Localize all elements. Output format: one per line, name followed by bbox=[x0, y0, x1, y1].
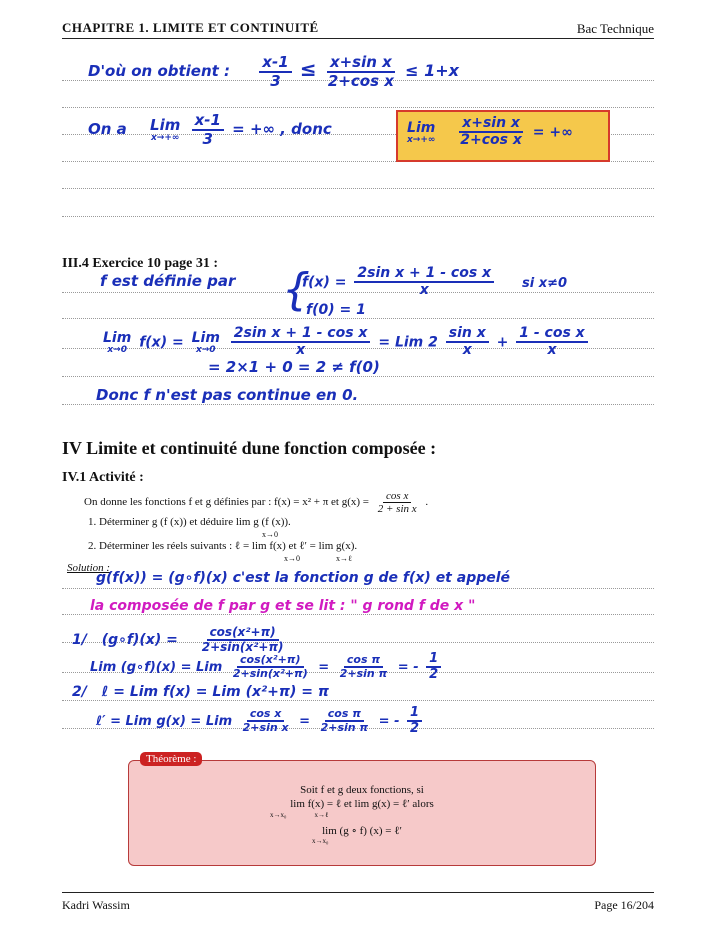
denominator: x bbox=[462, 342, 472, 359]
brace: { bbox=[282, 264, 310, 315]
footer-author: Kadri Wassim bbox=[62, 898, 130, 912]
ona-intro: On a bbox=[88, 120, 127, 138]
conclusion: Donc f n'est pas continue en 0. bbox=[96, 386, 359, 404]
composition-lhs: (g∘f)(x) = bbox=[101, 632, 178, 649]
numerator: 1 - cos x bbox=[516, 326, 587, 343]
numerator: cos x bbox=[383, 490, 411, 503]
limit-symbol bbox=[407, 120, 435, 145]
split-limit: = Lim 2 bbox=[378, 334, 438, 351]
numerator: cos x bbox=[247, 708, 285, 722]
fraction bbox=[240, 708, 292, 734]
obtient-intro: D'où on obtient : bbox=[88, 62, 231, 80]
footer-rule bbox=[62, 892, 654, 893]
lim-subscript: x→+∞ bbox=[407, 134, 436, 145]
denominator: 3 bbox=[270, 71, 281, 90]
fraction bbox=[407, 706, 422, 737]
denominator: 2 bbox=[410, 721, 420, 737]
step-number: 1/ bbox=[72, 632, 87, 649]
fraction bbox=[516, 326, 587, 359]
boxed-limit bbox=[404, 116, 573, 149]
solution-limit-composition bbox=[90, 652, 444, 683]
theorem-tag: Théorème : bbox=[140, 752, 202, 766]
solution-reading: la composée de f par g et se lit : " g rond f de x " bbox=[90, 598, 476, 614]
lim-subscript: x→0 bbox=[107, 344, 127, 355]
dotted-line bbox=[62, 588, 654, 589]
denominator: x bbox=[419, 282, 429, 299]
fx-label: f(x) = bbox=[139, 334, 184, 351]
definition-condition: si x≠0 bbox=[522, 276, 568, 291]
solution-label: Solution : bbox=[67, 562, 111, 574]
limit-computation bbox=[100, 326, 591, 359]
numerator: 2sin x + 1 - cos x bbox=[354, 266, 494, 283]
numerator: sin x bbox=[446, 326, 489, 343]
lim-word: Lim bbox=[150, 116, 181, 134]
numerator: x+sin x bbox=[459, 116, 523, 133]
numerator: x-1 bbox=[259, 54, 291, 73]
fraction bbox=[354, 266, 494, 299]
numerator: 1 bbox=[426, 652, 441, 668]
denominator: 2+cos x bbox=[460, 132, 522, 149]
section-heading: IV Limite et continuité dune fonction composée : bbox=[62, 438, 437, 458]
dotted-line bbox=[62, 614, 654, 615]
denominator: x bbox=[547, 342, 557, 359]
header-rule bbox=[62, 38, 654, 39]
numerator: cos π bbox=[344, 654, 383, 668]
solution-step-1 bbox=[72, 626, 289, 654]
fraction bbox=[375, 490, 420, 515]
numerator: cos(x²+π) bbox=[207, 626, 279, 641]
denominator: 2 + sin x bbox=[377, 503, 417, 516]
limit-lhs: Lim (g∘f)(x) = Lim bbox=[90, 659, 223, 675]
solution-definition: g(f(x)) = (g∘f)(x) c'est la fonction g de f(x) et appelé bbox=[96, 570, 511, 586]
solution-ell-prime bbox=[96, 706, 425, 737]
numerator: 1 bbox=[407, 706, 422, 722]
dotted-line bbox=[62, 107, 654, 108]
limit-symbol bbox=[150, 116, 180, 143]
fraction bbox=[259, 54, 291, 89]
activity-item-1-subscript: x→0 bbox=[262, 530, 278, 539]
denominator: 2 bbox=[429, 667, 439, 683]
lim-subscript: x→0 bbox=[195, 344, 216, 355]
fraction bbox=[426, 652, 441, 683]
denominator: 2+sin π bbox=[339, 667, 388, 681]
limit-symbol bbox=[103, 330, 131, 355]
activity-item-1: 1. Déterminer g (f (x)) et déduire lim g (f (x)). bbox=[88, 516, 291, 528]
fraction bbox=[446, 326, 489, 359]
definition-case2: f(0) = 1 bbox=[306, 302, 366, 318]
theorem-line-1: Soit f et g deux fonctions, si bbox=[300, 784, 424, 796]
statement-end: . bbox=[425, 496, 429, 509]
fraction bbox=[199, 626, 287, 654]
dotted-line bbox=[62, 318, 654, 319]
equals-minus: = - bbox=[397, 659, 419, 675]
statement-text: On donne les fonctions f et g définies par : f(x) = x² + π et g(x) = bbox=[84, 496, 369, 509]
fraction bbox=[192, 112, 224, 147]
ona-result: = +∞ , donc bbox=[232, 120, 332, 138]
equals-sign: = bbox=[318, 659, 330, 675]
dotted-line bbox=[62, 404, 654, 405]
footer-page-number: Page 16/204 bbox=[594, 898, 654, 912]
lim-subscript: x→+∞ bbox=[150, 133, 180, 143]
dotted-line bbox=[62, 700, 654, 701]
activity-heading: IV.1 Activité : bbox=[62, 470, 144, 485]
theorem-line-2-subscript: x→x₀ x→ℓ bbox=[270, 811, 329, 819]
step-number: 2/ bbox=[72, 684, 87, 700]
less-equal-sign: ≤ bbox=[299, 57, 317, 81]
limit-symbol bbox=[192, 330, 220, 355]
boxed-result: = +∞ bbox=[532, 124, 573, 141]
denominator: x bbox=[296, 342, 306, 359]
equals-sign: = bbox=[299, 713, 311, 729]
denominator: 2+sin π bbox=[320, 721, 369, 735]
fraction bbox=[457, 116, 525, 149]
lim-word: Lim bbox=[407, 119, 436, 136]
denominator: 2+sin x bbox=[242, 721, 289, 735]
lim-word: Lim bbox=[103, 329, 132, 346]
theorem-line-3: lim (g ∘ f) (x) = ℓ′ bbox=[322, 825, 402, 837]
equals-minus: = - bbox=[378, 713, 400, 729]
denominator: 2+cos x bbox=[327, 71, 394, 90]
plus-sign: + bbox=[496, 334, 509, 351]
upper-bound: ≤ 1+x bbox=[405, 61, 459, 80]
theorem-box bbox=[128, 760, 596, 866]
definition-intro: f est définie par bbox=[100, 272, 236, 290]
fraction bbox=[230, 654, 311, 680]
limit-result: = 2×1 + 0 = 2 ≠ f(0) bbox=[208, 358, 380, 376]
handwritten-line-obtient bbox=[88, 54, 459, 89]
solution-step-2 bbox=[72, 684, 329, 700]
numerator: x+sin x bbox=[327, 54, 395, 73]
handwritten-line-ona bbox=[88, 112, 332, 147]
theorem-line-3-subscript: x→x₀ bbox=[312, 837, 329, 845]
activity-item-2: 2. Déterminer les réels suivants : ℓ = lim f(x) et ℓ′ = lim g(x). bbox=[88, 540, 358, 552]
denominator: 2+sin(x²+π) bbox=[201, 640, 284, 655]
fraction bbox=[337, 654, 391, 680]
denominator: 3 bbox=[202, 129, 213, 148]
fraction bbox=[325, 54, 397, 89]
numerator: x-1 bbox=[192, 112, 224, 131]
ell-prime-lhs: ℓ′ = Lim g(x) = Lim bbox=[96, 713, 233, 729]
numerator: cos π bbox=[325, 708, 364, 722]
fraction bbox=[231, 326, 371, 359]
fx-label: f(x) = bbox=[302, 274, 347, 291]
theorem-line-2: lim f(x) = ℓ et lim g(x) = ℓ′ alors bbox=[290, 798, 434, 810]
dotted-line bbox=[62, 188, 654, 189]
dotted-line bbox=[62, 376, 654, 377]
numerator: 2sin x + 1 - cos x bbox=[231, 326, 371, 343]
activity-statement bbox=[84, 490, 428, 515]
course-name: Bac Technique bbox=[576, 21, 654, 36]
exercise-heading: III.4 Exercice 10 page 31 : bbox=[62, 256, 219, 271]
lim-word: Lim bbox=[191, 329, 220, 346]
numerator: cos(x²+π) bbox=[237, 654, 304, 668]
definition-case1 bbox=[302, 266, 497, 299]
fraction bbox=[318, 708, 372, 734]
chapter-title: CHAPITRE 1. LIMITE ET CONTINUITÉ bbox=[62, 20, 319, 35]
activity-item-2-subscript: x→0 x→ℓ bbox=[284, 554, 352, 563]
dotted-line bbox=[62, 216, 654, 217]
denominator: 2+sin(x²+π) bbox=[232, 667, 308, 681]
ell-computation: ℓ = Lim f(x) = Lim (x²+π) = π bbox=[101, 684, 329, 700]
